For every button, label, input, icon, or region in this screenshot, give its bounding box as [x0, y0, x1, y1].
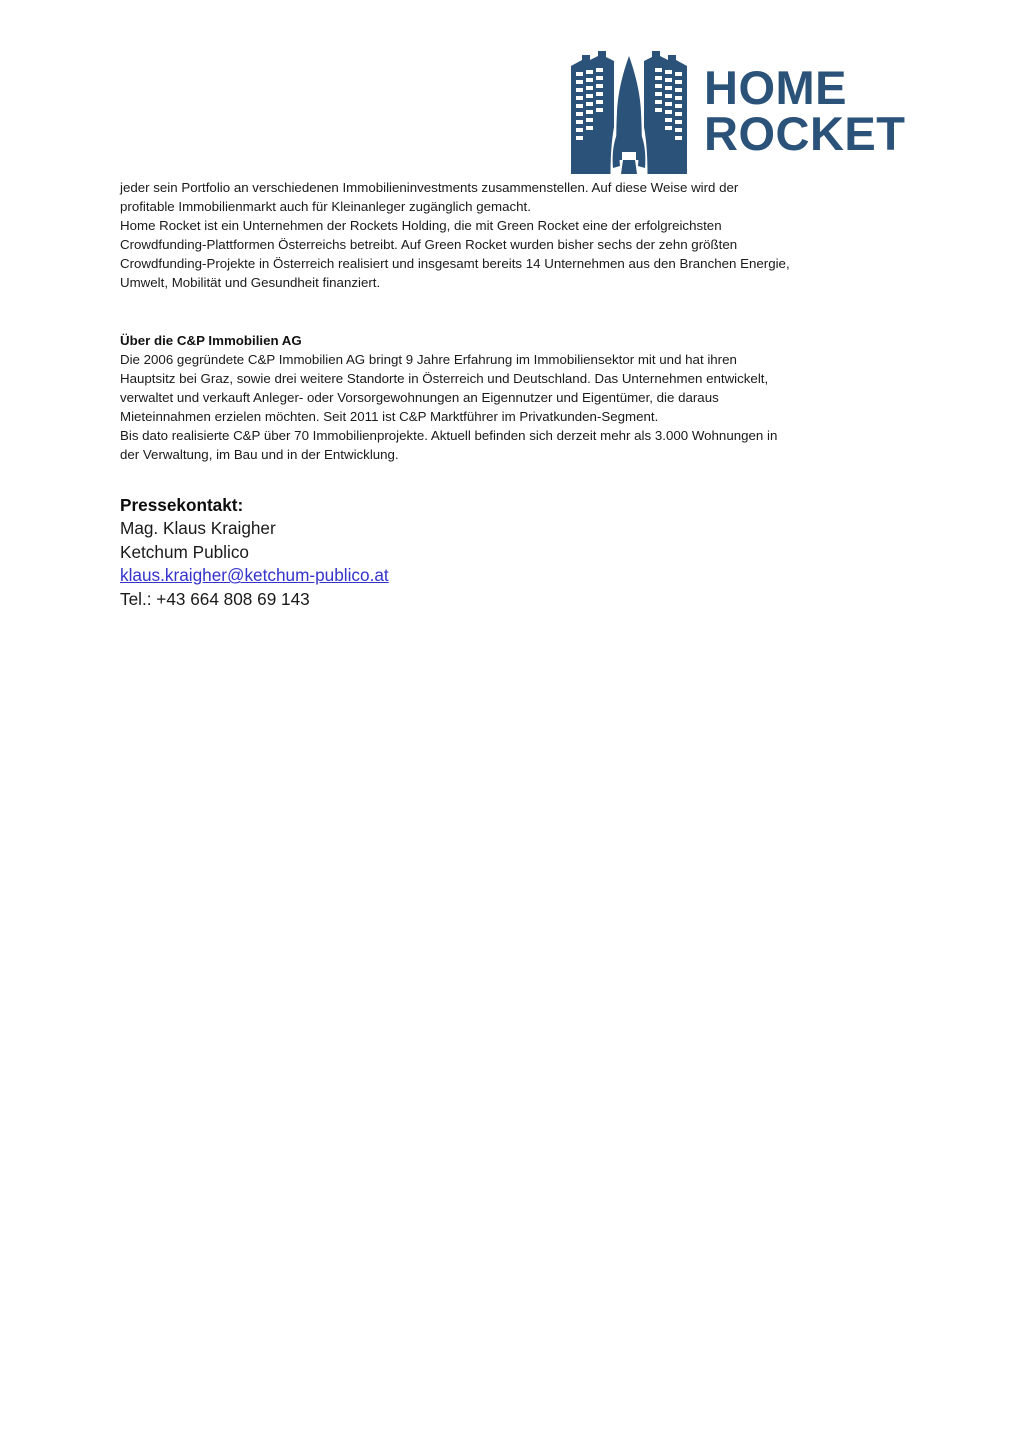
contact-phone: Tel.: +43 664 808 69 143	[120, 588, 310, 609]
paragraph-intro	[120, 178, 906, 293]
text-line: Crowdfunding-Plattformen Österreichs betreibt. Auf Green Rocket wurden bisher sechs der zehn größten	[120, 237, 738, 253]
text-line: verwaltet und verkauft Anleger- oder Vorsorgewohnungen an Eigennutzer und Eigentümer, die daraus	[120, 390, 719, 406]
contact-person-name: Mag. Klaus Kraigher	[120, 518, 276, 539]
text-line: jeder sein Portfolio an verschiedenen Immobilieninvestments zusammenstellen. Auf diese Weise wird der	[120, 180, 739, 195]
contact-email-link[interactable]: klaus.kraigher@ketchum-publico.at	[120, 565, 389, 586]
text-line: Die 2006 gegründete C&P Immobilien AG bringt 9 Jahre Erfahrung im Immobiliensektor mit und hat ihren	[120, 351, 737, 367]
document-body	[120, 178, 906, 464]
text-line: Crowdfunding-Projekte in Österreich realisiert und insgesamt bereits 14 Unternehmen aus den Branchen Energie,	[120, 256, 790, 272]
logo-word-rocket: ROCKET	[704, 107, 906, 160]
text-line: profitable Immobilienmarkt auch für Kleinanleger zugänglich gemacht.	[120, 199, 531, 215]
text-line: Home Rocket ist ein Unternehmen der Rockets Holding, die mit Green Rocket eine der erfolgreichsten	[120, 218, 722, 234]
paragraph-spacer	[120, 293, 906, 312]
paragraph-spacer	[120, 312, 906, 331]
rocket-buildings-icon	[568, 48, 690, 174]
press-contact-heading: Pressekontakt:	[120, 495, 244, 515]
logo-wordmark	[704, 60, 906, 160]
paragraph-cp-immobilien	[120, 350, 906, 465]
text-line: Mieteinnahmen erzielen möchten. Seit 2011 ist C&P Marktführer im Privatkunden-Segment.	[120, 409, 659, 425]
text-line: Umwelt, Mobilität und Gesundheit finanziert.	[120, 275, 381, 291]
section-heading-cp-immobilien: Über die C&P Immobilien AG	[120, 332, 302, 348]
press-contact-block	[120, 494, 620, 611]
logo-word-home: HOME	[704, 60, 847, 114]
text-line: Hauptsitz bei Graz, sowie drei weitere Standorte in Österreich und Deutschland. Das Unternehmen entwickelt,	[120, 370, 769, 386]
text-line: Bis dato realisierte C&P über 70 Immobilienprojekte. Aktuell befinden sich derzeit mehr als 3.000 Wohnungen in	[120, 428, 778, 444]
text-line: der Verwaltung, im Bau und in der Entwicklung.	[120, 447, 399, 463]
contact-company: Ketchum Publico	[120, 541, 249, 562]
home-rocket-logo	[568, 48, 908, 174]
